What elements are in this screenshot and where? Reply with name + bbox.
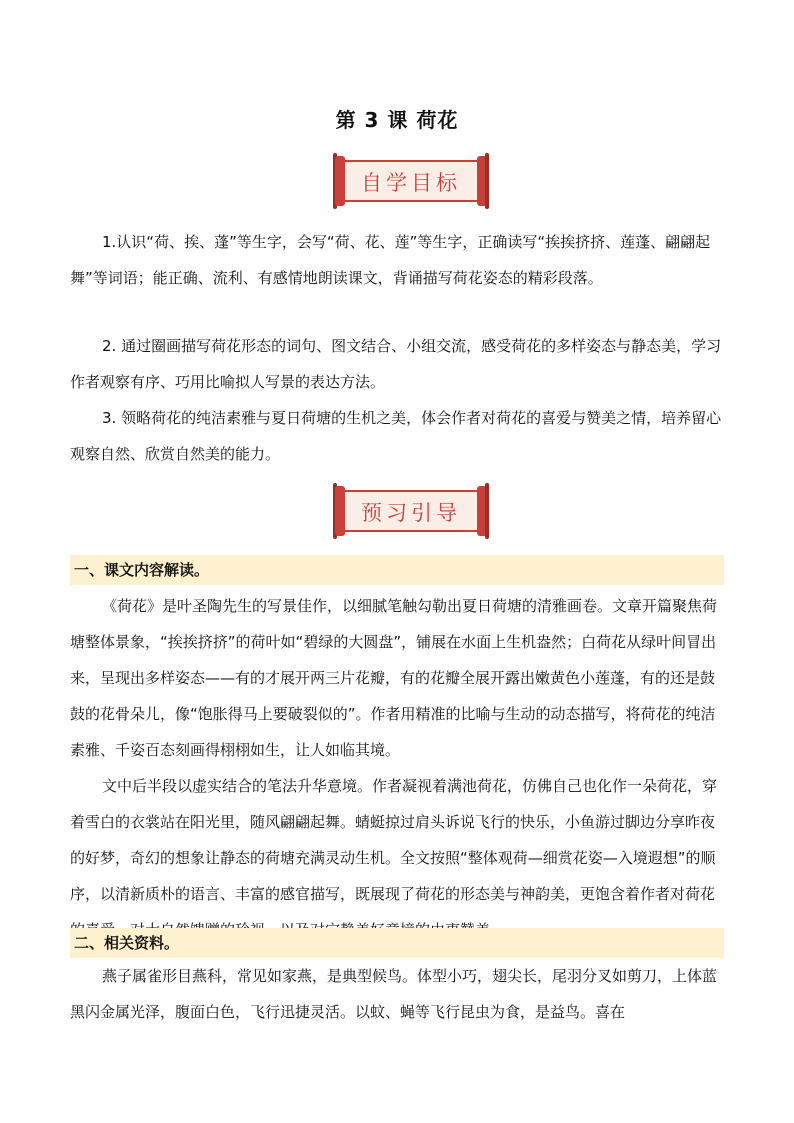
- page-title: 第 3 课 荷花: [335, 108, 459, 132]
- objective-3: 3. 领略荷花的纯洁素雅与夏日荷塘的生机之美，体会作者对荷花的喜爱与赞美之情，培养留心观察自然、欣赏自然美的能力。: [70, 409, 722, 463]
- objective-2: 2. 通过圈画描写荷花形态的词句、图文结合、小组交流，感受荷花的多样姿态与静态美，学习作者观察有序、巧用比喻拟人写景的表达方法。: [70, 337, 722, 391]
- resource-paragraph-1: 燕子属雀形目燕科，常见如家燕，是典型候鸟。体型小巧，翅尖长，尾羽分叉如剪刀，上体蓝黑闪金属光泽，腹面白色，飞行迅捷灵活。以蚊、蝇等飞行昆虫为食，是益鸟。喜在: [70, 967, 718, 1021]
- content-paragraph-1: 《荷花》是叶圣陶先生的写景佳作，以细腻笔触勾勒出夏日荷塘的清雅画卷。文章开篇聚焦荷塘整体景象，“挨挨挤挤”的荷叶如“碧绿的大圆盘”，铺展在水面上生机盎然；白荷花从绿叶间冒出来，呈现出多样姿态——有的才展开两三片花瓣，有的花瓣全展开露出嫩黄色小莲蓬，有的还是鼓鼓的花骨朵儿，像“饱胀得马上要破裂似的”。作者用精准的比喻与生动的动态描写，将荷花的纯洁素雅、千姿百态刻画得栩栩如生，让人如临其境。: [70, 597, 718, 759]
- objective-1: 1.认识“荷、挨、蓬”等生字，会写“荷、花、莲”等生字，正确读写“挨挨挤挤、莲蓬、翩翩起舞”等词语；能正确、流利、有感情地朗读课文，背诵描写荷花姿态的精彩段落。: [70, 233, 711, 287]
- guide-banner-label: 预习引导: [361, 501, 461, 525]
- content-paragraph-2: 文中后半段以虚实结合的笔法升华意境。作者凝视着满池荷花，仿佛自己也化作一朵荷花，穿着雪白的衣裳站在阳光里，随风翩翩起舞。蜻蜓掠过肩头诉说飞行的快乐，小鱼游过脚边分享昨夜的好梦，奇幻的想象让静态的荷塘充满灵动生机。全文按照“整体观荷—细赏花姿—入境遐想”的顺序，以清新质朴的语言、丰富的感官描写，既展现了荷花的形态美与神韵美，更饱含着作者对荷花: [70, 777, 718, 903]
- objectives-banner: [333, 156, 489, 208]
- section-heading-content: 一、课文内容解读。: [70, 555, 724, 585]
- section-heading-resources: 二、相关资料。: [70, 928, 724, 958]
- objectives-banner-label: 自学目标: [361, 171, 461, 195]
- guide-banner: [333, 486, 489, 538]
